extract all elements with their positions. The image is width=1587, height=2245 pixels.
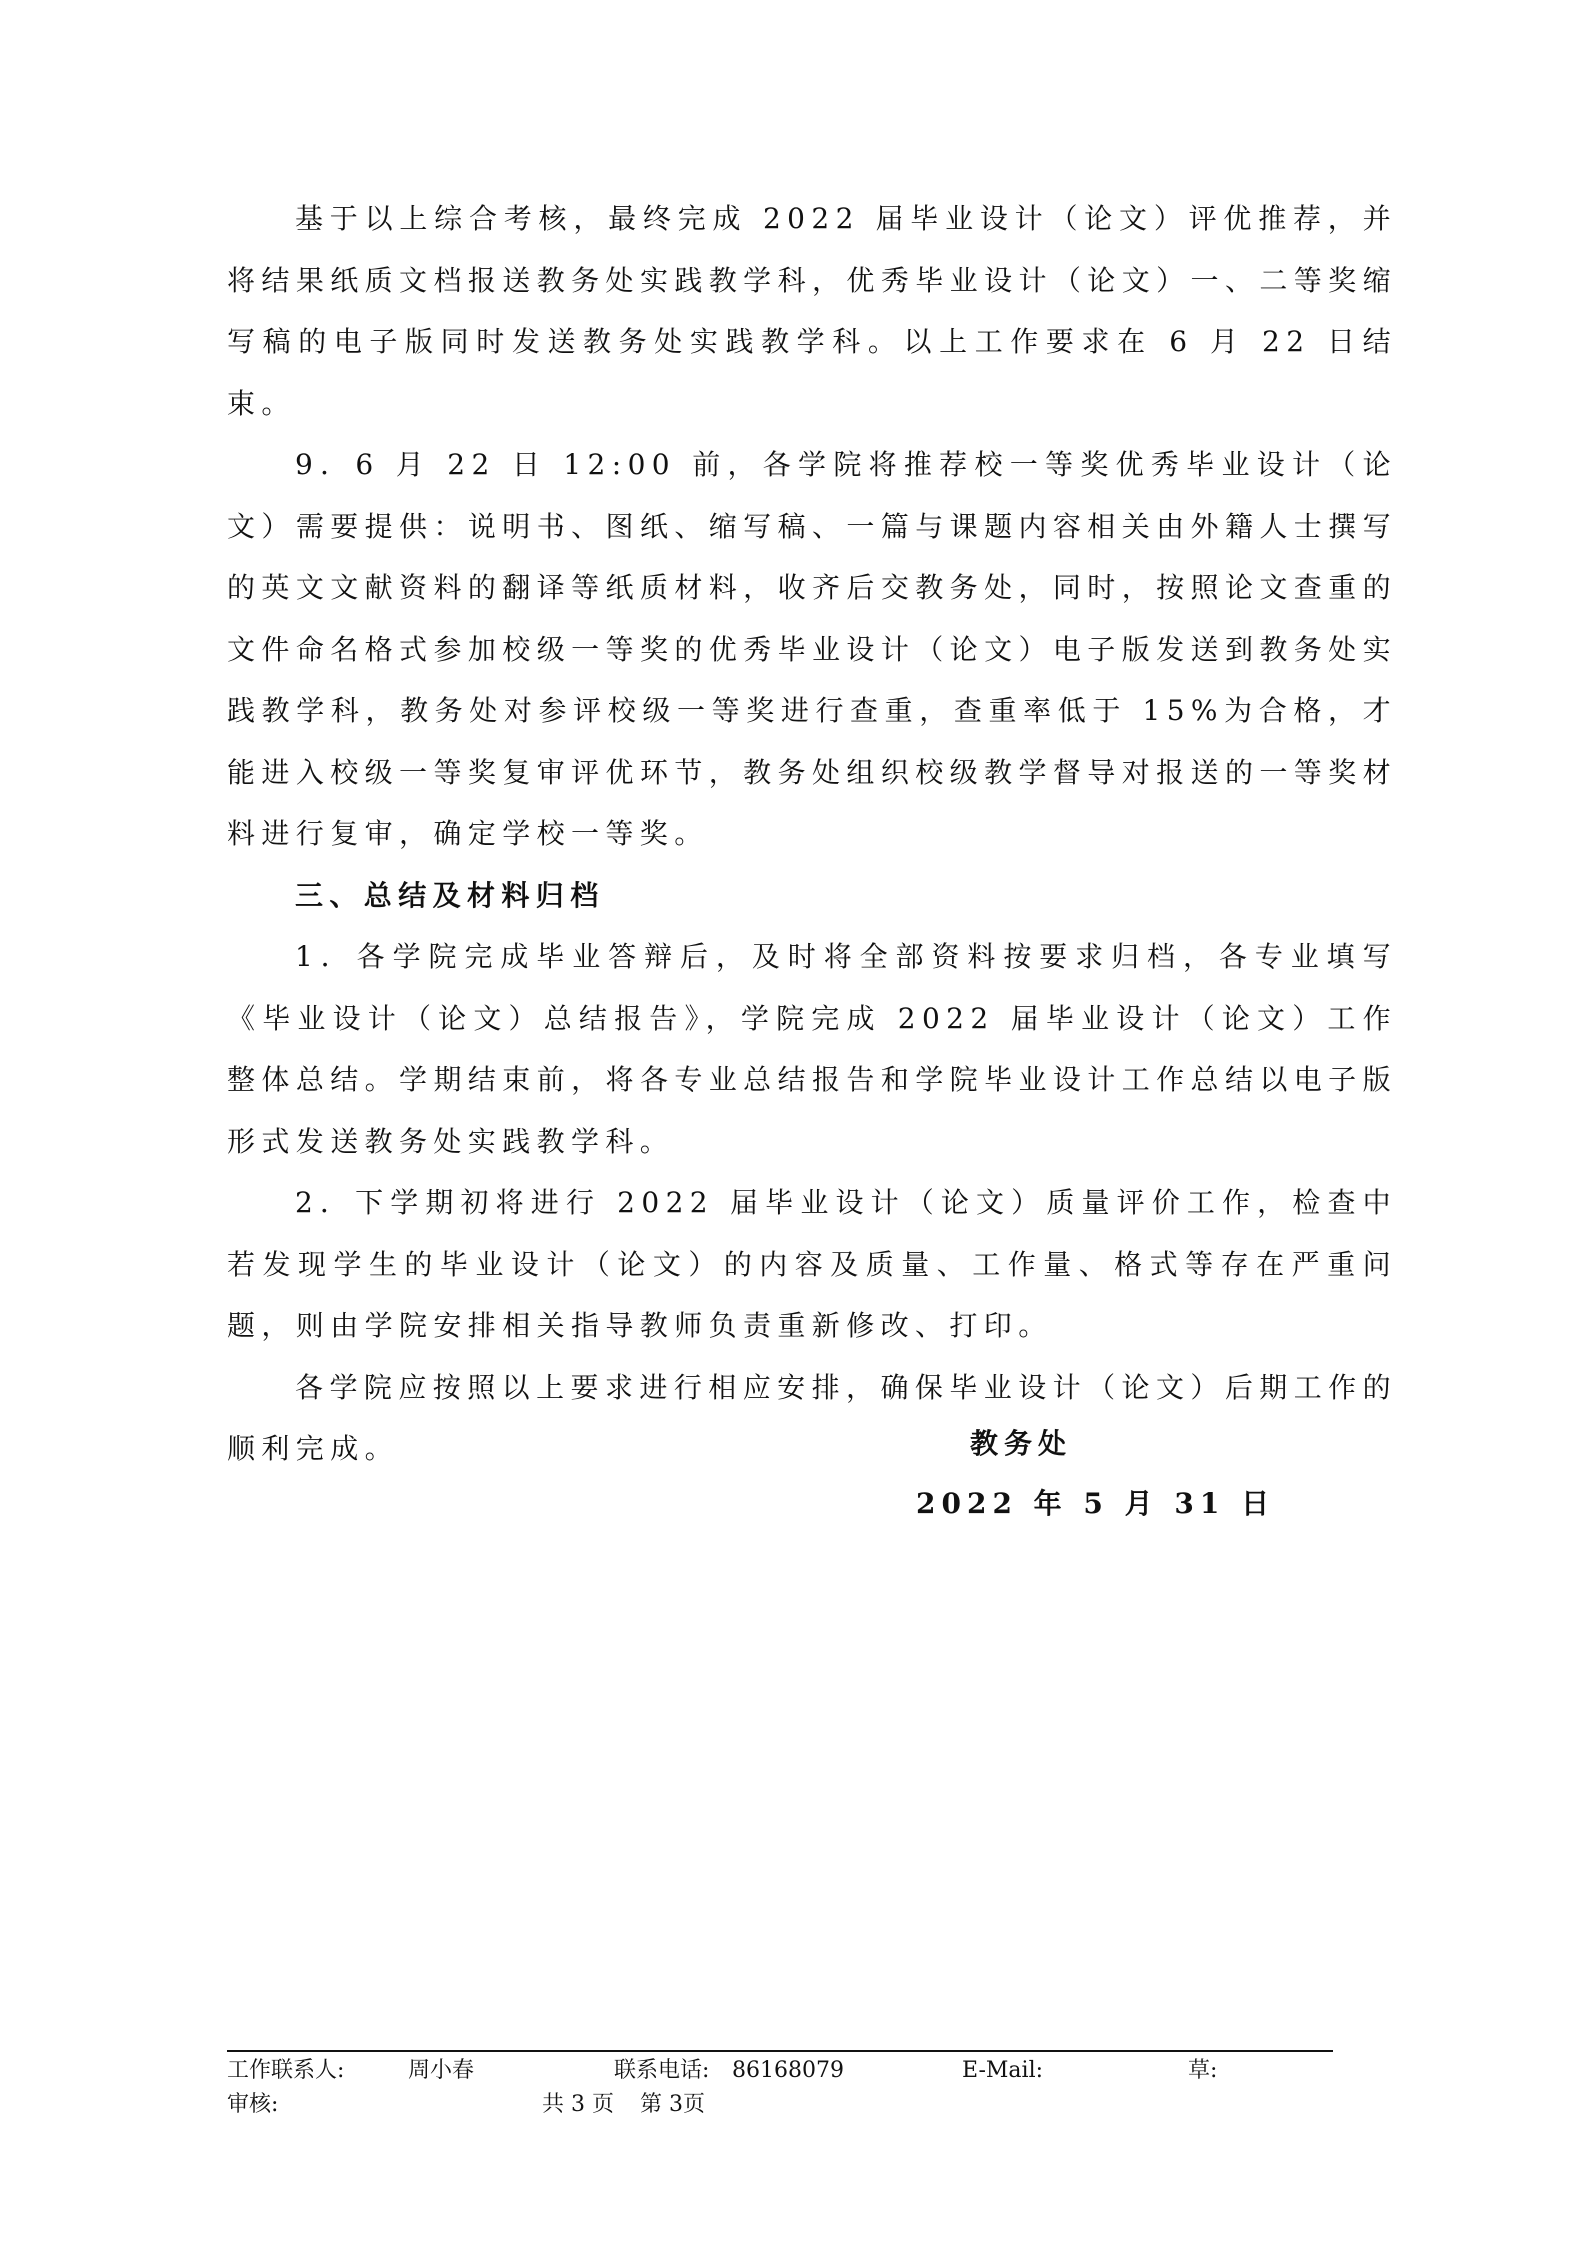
footer-phone-value: 86168079	[732, 2058, 844, 2083]
footer-email-label: E-Mail:	[962, 2058, 1044, 2083]
footer-divider	[227, 2050, 1333, 2052]
footer-draft-label: 草:	[1188, 2058, 1218, 2083]
paragraph-closing: 各学院应按照以上要求进行相应安排，确保毕业设计（论文）后期工作的顺利完成。	[227, 1370, 1397, 1465]
body-text	[227, 188, 1397, 1480]
signature-office: 教务处	[970, 1427, 1073, 1460]
footer-phone-label: 联系电话:	[614, 2058, 710, 2083]
footer-page-total: 共 3 页	[542, 2092, 614, 2117]
footer-review-label: 审核:	[227, 2092, 279, 2117]
paragraph-item-9: 9．6 月 22 日 12:00 前，各学院将推荐校一等奖优秀毕业设计（论文）需要提供：说明书、图纸、缩写稿、一篇与课题内容相关由外籍人士撰写的英文文献资料的翻译等纸质材料，收齐后交教务处，同时，按照论文查重的文件命名格式参加校级一等奖的优秀毕业设计（论文）电子版发送到教务处实践教学科，教务处对参评校级一等奖进行查重，查重率低于 15%为合格，才能进入校级一等奖复审评优环节，教务处组织校级教学督导对报送的一等奖材料进行复审，确定学校一等奖。	[227, 448, 1397, 850]
paragraph-recommendation-summary: 基于以上综合考核，最终完成 2022 届毕业设计（论文）评优推荐，并将结果纸质文档报送教务处实践教学科，优秀毕业设计（论文）一、二等奖缩写稿的电子版同时发送教务处实践教学科。以上工作要求在 6 月 22 日结束。	[227, 202, 1397, 420]
footer-page-current: 第 3页	[640, 2092, 705, 2117]
footer-contact-label: 工作联系人:	[227, 2058, 345, 2083]
paragraph-item-2: 2．下学期初将进行 2022 届毕业设计（论文）质量评价工作，检查中若发现学生的毕业设计（论文）的内容及质量、工作量、格式等存在严重问题，则由学院安排相关指导教师负责重新修改、打印。	[227, 1186, 1397, 1342]
paragraph-item-1: 1．各学院完成毕业答辩后，及时将全部资料按要求归档，各专业填写《毕业设计（论文）总结报告》，学院完成 2022 届毕业设计（论文）工作整体总结。学期结束前，将各专业总结报告和学院毕业设计工作总结以电子版形式发送教务处实践教学科。	[227, 940, 1397, 1158]
signature-date: 2022 年 5 月 31 日	[916, 1487, 1276, 1520]
section-heading-summary-archiving: 三、总结及材料归档	[295, 878, 605, 912]
footer-contact-name: 周小春	[408, 2058, 475, 2083]
